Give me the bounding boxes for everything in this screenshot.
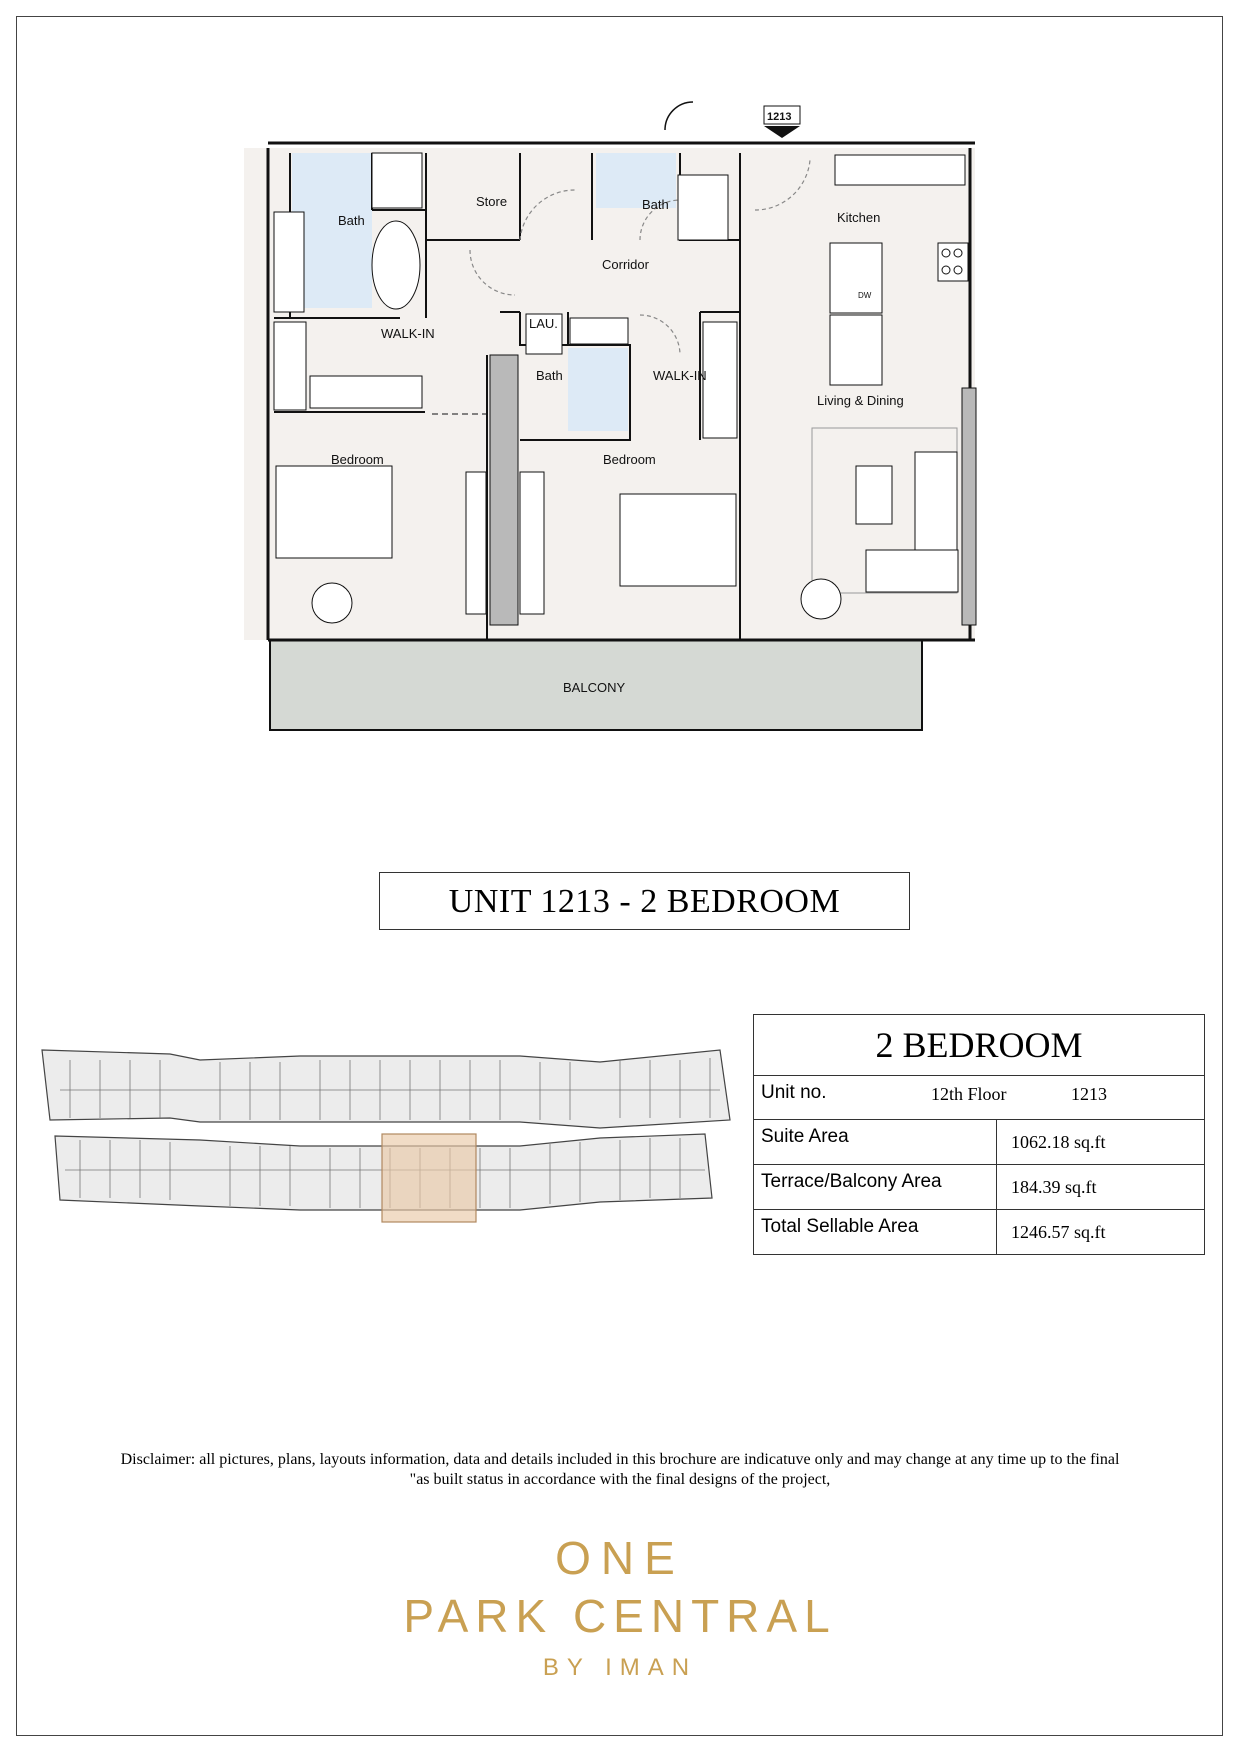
logo-one: ONE xyxy=(555,1532,685,1584)
spec-row-suite xyxy=(754,1120,1204,1165)
floor-plan xyxy=(240,80,980,740)
logo-name: PARK CENTRAL xyxy=(403,1590,837,1642)
bed-1 xyxy=(276,466,392,558)
wardrobe-2 xyxy=(520,472,544,614)
bath3-vanity xyxy=(570,318,628,344)
label-corridor: Corridor xyxy=(602,257,649,272)
label-kitchen: Kitchen xyxy=(837,210,881,225)
walkin1-shelves-b xyxy=(310,376,422,408)
label-unit-tag: 1213 xyxy=(767,111,792,123)
label-store: Store xyxy=(476,194,508,209)
bath1-shower xyxy=(372,153,422,208)
walkin2-shelves xyxy=(703,322,737,438)
bed-2 xyxy=(620,494,736,586)
dining-table xyxy=(830,315,882,385)
spec-label: Suite Area xyxy=(754,1120,997,1164)
spec-floor: 12th Floor xyxy=(931,1084,1007,1104)
label-bath2: Bath xyxy=(642,197,669,212)
bath1-vanity xyxy=(274,212,304,312)
spec-label: Terrace/Balcony Area xyxy=(754,1165,997,1209)
spec-label: Total Sellable Area xyxy=(754,1210,997,1254)
armchair-1 xyxy=(312,583,352,623)
brand-logo xyxy=(320,1530,920,1686)
disclaimer xyxy=(70,1450,1170,1490)
cooktop xyxy=(938,243,968,281)
living-chair xyxy=(801,579,841,619)
walkin1-shelves xyxy=(274,322,306,410)
sofa-chaise xyxy=(866,550,958,592)
entry-arrow xyxy=(764,126,800,138)
bath2-shower xyxy=(678,175,728,240)
spec-unit-number: 1213 xyxy=(1071,1084,1107,1104)
disclaimer-line-1: Disclaimer: all pictures, plans, layouts information, data and details included in this brochure are indicatuve only and may change at any time up to the final xyxy=(120,1451,1120,1468)
coffee-table xyxy=(856,466,892,524)
unit-title: UNIT 1213 - 2 BEDROOM xyxy=(379,872,910,930)
label-living: Living & Dining xyxy=(817,393,904,408)
spec-unit-label: Unit no. xyxy=(761,1082,827,1103)
label-walkin2: WALK-IN xyxy=(653,368,707,383)
label-bath1: Bath xyxy=(338,213,365,228)
label-walkin1: WALK-IN xyxy=(381,326,435,341)
wardrobe-1 xyxy=(466,472,486,614)
logo-by: BY IMAN xyxy=(542,1654,698,1681)
spec-value: 1246.57 sq.ft xyxy=(1011,1222,1106,1242)
disclaimer-line-2: "as built status in accordance with the final designs of the project, xyxy=(409,1471,831,1488)
column-right xyxy=(962,388,976,625)
label-lau: LAU. xyxy=(529,316,558,331)
spec-row-balcony xyxy=(754,1165,1204,1210)
spec-row-total xyxy=(754,1210,1204,1254)
column-center xyxy=(490,355,518,625)
label-bedroom2: Bedroom xyxy=(603,452,656,467)
spec-table xyxy=(753,1014,1205,1255)
spec-value: 1062.18 sq.ft xyxy=(1011,1132,1106,1152)
label-dw: DW xyxy=(858,291,872,300)
spec-unit-row xyxy=(754,1076,1204,1120)
spec-value: 184.39 sq.ft xyxy=(1011,1177,1097,1197)
spec-heading: 2 BEDROOM xyxy=(754,1015,1204,1076)
kitchen-counter xyxy=(835,155,965,185)
key-plan-upper-wing xyxy=(42,1050,730,1128)
bath3-wet-area xyxy=(568,348,628,431)
label-balcony: BALCONY xyxy=(563,680,626,695)
label-bath3: Bath xyxy=(536,368,563,383)
kitchen-island xyxy=(830,243,882,313)
key-plan xyxy=(30,1040,735,1230)
bathtub xyxy=(372,221,420,309)
key-plan-unit-highlight xyxy=(382,1134,476,1222)
label-bedroom1: Bedroom xyxy=(331,452,384,467)
